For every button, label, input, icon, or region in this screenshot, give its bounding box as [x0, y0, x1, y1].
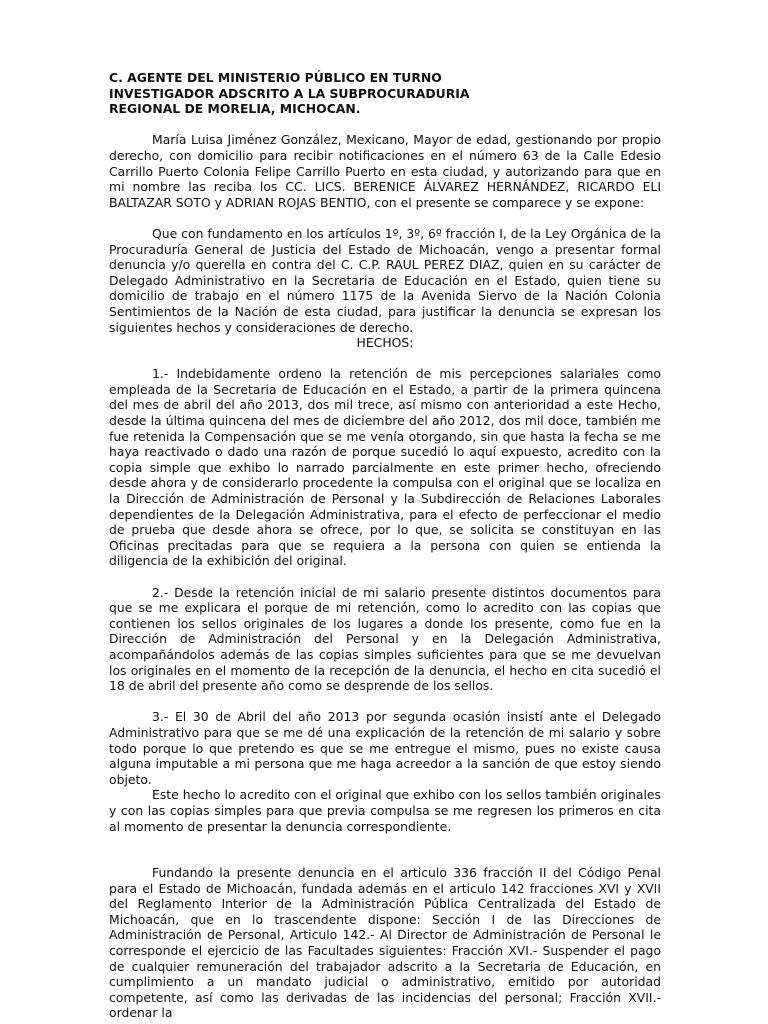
heading-line: REGIONAL DE MORELIA, MICHOCAN.	[109, 101, 361, 117]
fact-1-paragraph: 1.- Indebidamente ordeno la retención de mis percepciones salariales como empleada de la Secretaria de Educación en el Estado, a partir de la primera quincena del mes de abril del año 2013, dos mil trece, así mismo con anterioridad a este Hecho, desde la última quincena del mes de diciembre del año 2012, dos mil doce, también me fue retenida la Compensación que se me venía otorgando, sin que hasta la fecha se me haya reactivado o dado una razón de porque sucedió lo aquí expuesto, acredito con la copia simple que exhibo lo narrado parcialmente en este primer hecho, ofreciendo desde ahora y de considerarlo procedente la compulsa con el original que se localiza en la Dirección de Administración de Personal y la Subdirección de Relaciones Laborales dependientes de la Delegación Administrativa, para el efecto de perfeccionar el medio de prueba que desde ahora se ofrece, por lo que, se solicita se constituyan en las Oficinas precitadas para que se requiera a la persona con quien se entienda la diligencia de la exhibición del original.	[109, 366, 661, 569]
document-page	[109, 70, 661, 1021]
heading-line: C. AGENTE DEL MINISTERIO PÚBLICO EN TURNO	[109, 70, 442, 85]
foundation-paragraph: Que con fundamento en los artículos 1º, 3º, 6º fracción I, de la Ley Orgánica de la Procuraduría General de Justicia del Estado de Michoacán, vengo a presentar formal denuncia y/o querella en contra del C. C.P. RAUL PEREZ DIAZ, quien en su carácter de Delegado Administrativo en la Secretaria de Educación en el Estado, quien tiene su domicilio de trabajo en el número 1175 de la Avenida Siervo de la Nación Colonia Sentimientos de la Nación de esta ciudad, para justificar la denuncia se expresan los siguientes hechos y consideraciones de derecho.	[109, 225, 661, 335]
fact-3-paragraph: 3.- El 30 de Abril del año 2013 por segunda ocasión insistí ante el Delegado Administrativo para que se me dé una explicación de la retención de mi salario y sobre todo porque lo que pretendo es que se me entregue el mismo, pues no existe causa alguna imputable a mi persona que me haga acreedor a la sanción de que estoy siendo objeto.	[109, 709, 661, 787]
addressee-heading	[109, 70, 661, 117]
intro-paragraph: María Luisa Jiménez González, Mexicano, Mayor de edad, gestionando por propio derecho, con domicilio para recibir notificaciones en el número 63 de la Calle Edesio Carrillo Puerto Colonia Felipe Carrillo Puerto en esta ciudad, y autorizando para que en mi nombre las reciba los CC. LICS. BERENICE ÁLVAREZ HERNÁNDEZ, RICARDO ELI BALTAZAR SOTO y ADRIAN ROJAS BENTIO, con el presente se comparece y se expone:	[109, 132, 661, 210]
legal-basis-paragraph: Fundando la presente denuncia en el articulo 336 fracción II del Código Penal para el Estado de Michoacán, fundada además en el articulo 142 fracciones XVI y XVII del Reglamento Interior de la Administración Pública Centralizada del Estado de Michoacán, que en lo trascendente dispone: Sección I de las Direcciones de Administración de Personal, Articulo 142.- Al Director de Administración de Personal le corresponde el ejercicio de las Facultades siguientes: Fracción XVI.- Suspender el pago de cualquier remuneración del trabajador adscrito a la Secretaria de Educación, en cumplimiento a un mandato judicial o administrativo, emitido por autoridad competente, así como las derivadas de las incidencias del personal; Fracción XVII.- ordenar la	[109, 865, 661, 1021]
fact-3-evidence-paragraph: Este hecho lo acredito con el original que exhibo con los sellos también originales y con las copias simples para que previa compulsa se me regresen los primeros en cita al momento de presentar la denuncia correspondiente.	[109, 787, 661, 834]
facts-title: HECHOS:	[356, 335, 414, 351]
fact-2-paragraph: 2.- Desde la retención inicial de mi salario presente distintos documentos para que se me explicara el porque de mi retención, como lo acredito con las copias que contienen los sellos originales de los lugares a donde los presente, como fue en la Dirección de Administración del Personal y en la Delegación Administrativa, acompañándolos además de las copias simples suficientes para que se me devuelvan los originales en el momento de la recepción de la denuncia, el hecho en cita sucedió el 18 de abril del presente año como se desprende de los sellos.	[109, 584, 661, 694]
heading-line: INVESTIGADOR ADSCRITO A LA SUBPROCURADURIA	[109, 85, 470, 101]
